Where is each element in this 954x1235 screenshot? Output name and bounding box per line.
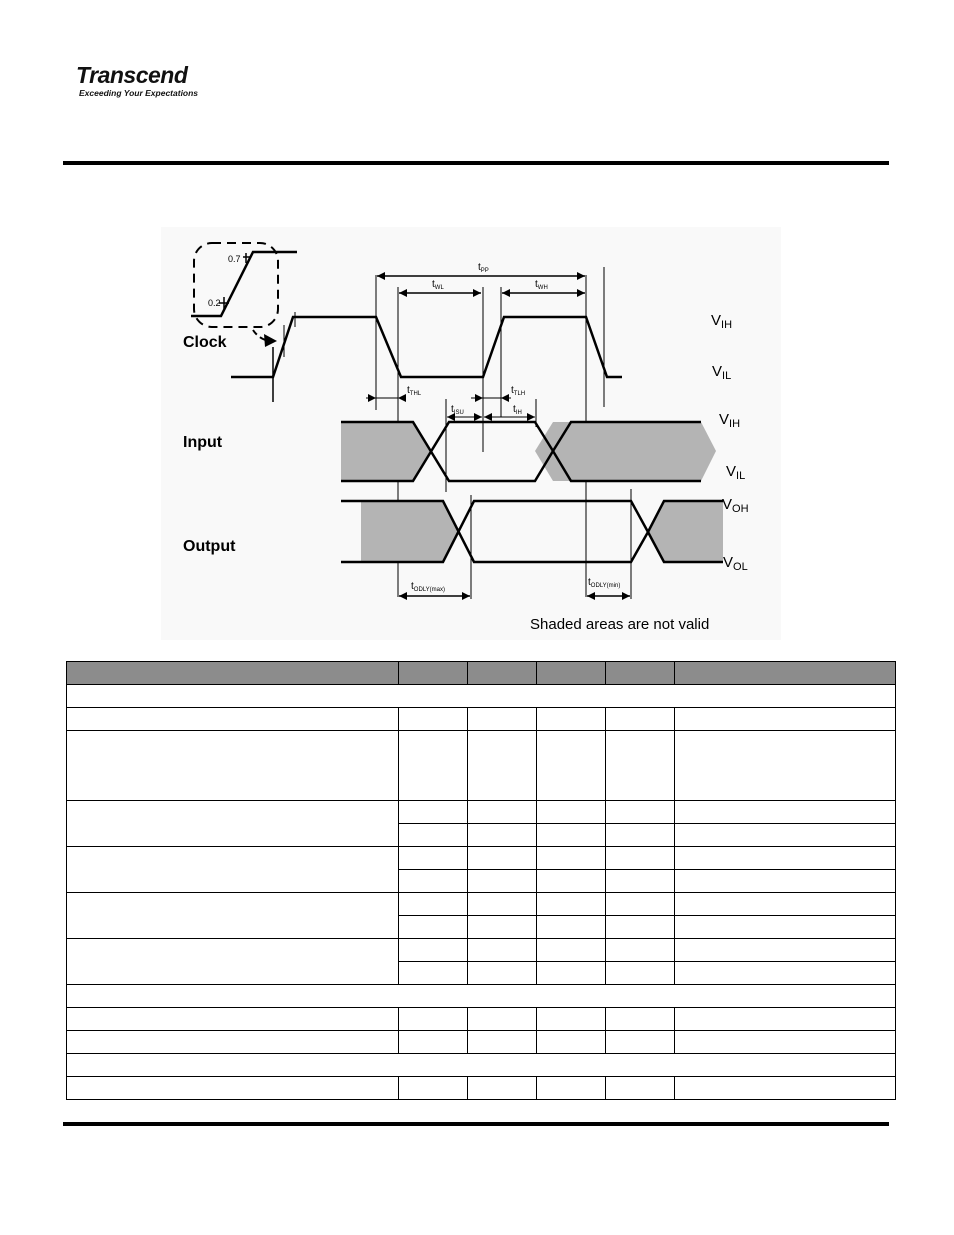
table-row bbox=[67, 1008, 896, 1031]
company-logo bbox=[76, 62, 198, 98]
table-cell bbox=[468, 939, 537, 962]
output-vol-label: $V_{OL}$ bbox=[723, 554, 748, 573]
table-cell bbox=[675, 731, 896, 801]
input-label: Input bbox=[183, 434, 223, 451]
table-cell bbox=[675, 1008, 896, 1031]
table-cell bbox=[399, 916, 468, 939]
todly-min-label: $t_{ODLY(min)}$ bbox=[588, 577, 621, 589]
table-cell bbox=[67, 1031, 399, 1054]
table-cell bbox=[606, 1031, 675, 1054]
logo-tagline: Exceeding Your Expectations bbox=[79, 88, 199, 98]
table-cell bbox=[606, 962, 675, 985]
table-cell bbox=[537, 962, 606, 985]
table-row bbox=[67, 1031, 896, 1054]
table-cell bbox=[606, 801, 675, 824]
table-cell bbox=[675, 893, 896, 916]
table-section-row bbox=[67, 685, 896, 708]
table-cell bbox=[606, 870, 675, 893]
table-cell bbox=[606, 731, 675, 801]
table-header-cell bbox=[606, 662, 675, 685]
tisu-label: $t_{ISU}$ bbox=[451, 404, 464, 416]
tpp-label: $t_{PP}$ bbox=[478, 262, 489, 274]
table-row bbox=[67, 731, 896, 801]
table-cell bbox=[399, 824, 468, 847]
table-header-cell bbox=[399, 662, 468, 685]
table-cell bbox=[537, 870, 606, 893]
timing-spec-table bbox=[66, 661, 896, 1100]
table-cell bbox=[67, 1077, 399, 1100]
table-cell bbox=[67, 847, 399, 893]
table-section-row bbox=[67, 1054, 896, 1077]
inset-high-label: 0.7 bbox=[228, 254, 241, 264]
logo-name: Transcend bbox=[76, 62, 188, 88]
table-cell bbox=[399, 1008, 468, 1031]
table-cell bbox=[606, 708, 675, 731]
clock-vil-label: $V_{IL}$ bbox=[712, 363, 732, 382]
table-cell bbox=[537, 916, 606, 939]
table-cell bbox=[675, 847, 896, 870]
table-cell bbox=[675, 916, 896, 939]
table-cell bbox=[67, 985, 896, 1008]
table-row bbox=[67, 801, 896, 824]
table-cell bbox=[675, 708, 896, 731]
table-cell bbox=[67, 1054, 896, 1077]
output-label: Output bbox=[183, 538, 236, 555]
table-cell bbox=[468, 1031, 537, 1054]
input-vih-label: $V_{IH}$ bbox=[719, 411, 741, 430]
table-cell bbox=[537, 708, 606, 731]
header-rule bbox=[63, 161, 889, 165]
diagram-note: Shaded areas are not valid bbox=[530, 616, 710, 633]
table-cell bbox=[606, 1077, 675, 1100]
table-header-row bbox=[67, 662, 896, 685]
table-cell bbox=[399, 801, 468, 824]
table-cell bbox=[537, 847, 606, 870]
table-section-row bbox=[67, 985, 896, 1008]
ttlh-label: $t_{TLH}$ bbox=[511, 385, 526, 397]
table-cell bbox=[537, 1031, 606, 1054]
table-cell bbox=[675, 824, 896, 847]
tih-label: $t_{IH}$ bbox=[513, 404, 522, 416]
table-cell bbox=[67, 708, 399, 731]
table-row bbox=[67, 1077, 896, 1100]
table-cell bbox=[537, 824, 606, 847]
table-cell bbox=[537, 1077, 606, 1100]
table-cell bbox=[399, 1077, 468, 1100]
table-cell bbox=[537, 1008, 606, 1031]
tthl-label: $t_{THL}$ bbox=[407, 385, 422, 397]
table-cell bbox=[675, 939, 896, 962]
clock-label: Clock bbox=[183, 334, 227, 351]
table-cell bbox=[675, 1077, 896, 1100]
table-cell bbox=[606, 916, 675, 939]
table-cell bbox=[468, 893, 537, 916]
table-cell bbox=[675, 870, 896, 893]
todly-max-label: $t_{ODLY(max)}$ bbox=[411, 581, 446, 593]
table-cell bbox=[67, 731, 399, 801]
table-cell bbox=[468, 824, 537, 847]
table-cell bbox=[606, 893, 675, 916]
table-cell bbox=[399, 847, 468, 870]
twl-label: $t_{WL}$ bbox=[432, 279, 444, 291]
table-cell bbox=[468, 801, 537, 824]
table-cell bbox=[468, 870, 537, 893]
table-cell bbox=[468, 847, 537, 870]
footer-rule bbox=[63, 1122, 889, 1126]
table-cell bbox=[468, 708, 537, 731]
table-cell bbox=[606, 939, 675, 962]
table-cell bbox=[675, 1031, 896, 1054]
table-cell bbox=[468, 1008, 537, 1031]
twh-label: $t_{WH}$ bbox=[535, 279, 548, 291]
table-row bbox=[67, 893, 896, 916]
table-cell bbox=[537, 939, 606, 962]
table-header-cell bbox=[537, 662, 606, 685]
table-cell bbox=[399, 939, 468, 962]
table-cell bbox=[468, 1077, 537, 1100]
table-cell bbox=[606, 1008, 675, 1031]
table-cell bbox=[399, 962, 468, 985]
table-header-cell bbox=[675, 662, 896, 685]
table-cell bbox=[537, 801, 606, 824]
table-cell bbox=[675, 962, 896, 985]
table-cell bbox=[67, 685, 896, 708]
inset-low-label: 0.2 bbox=[208, 298, 221, 308]
table-cell bbox=[67, 893, 399, 939]
table-cell bbox=[675, 801, 896, 824]
table-cell bbox=[606, 847, 675, 870]
table-cell bbox=[399, 708, 468, 731]
table-row bbox=[67, 708, 896, 731]
table-row bbox=[67, 939, 896, 962]
table-cell bbox=[537, 893, 606, 916]
table-cell bbox=[67, 1008, 399, 1031]
table-row bbox=[67, 847, 896, 870]
table-header-cell bbox=[67, 662, 399, 685]
table-cell bbox=[67, 801, 399, 847]
table-cell bbox=[399, 731, 468, 801]
output-voh-label: $V_{OH}$ bbox=[722, 496, 749, 515]
table-cell bbox=[468, 731, 537, 801]
table-cell bbox=[537, 731, 606, 801]
table-cell bbox=[399, 1031, 468, 1054]
table-header-cell bbox=[468, 662, 537, 685]
table-cell bbox=[606, 824, 675, 847]
table-cell bbox=[468, 916, 537, 939]
table-cell bbox=[468, 962, 537, 985]
table-cell bbox=[67, 939, 399, 985]
input-vil-label: $V_{IL}$ bbox=[726, 463, 746, 482]
table-cell bbox=[399, 893, 468, 916]
timing-diagram bbox=[161, 227, 781, 640]
clock-vih-label: $V_{IH}$ bbox=[711, 312, 733, 331]
table-cell bbox=[399, 870, 468, 893]
